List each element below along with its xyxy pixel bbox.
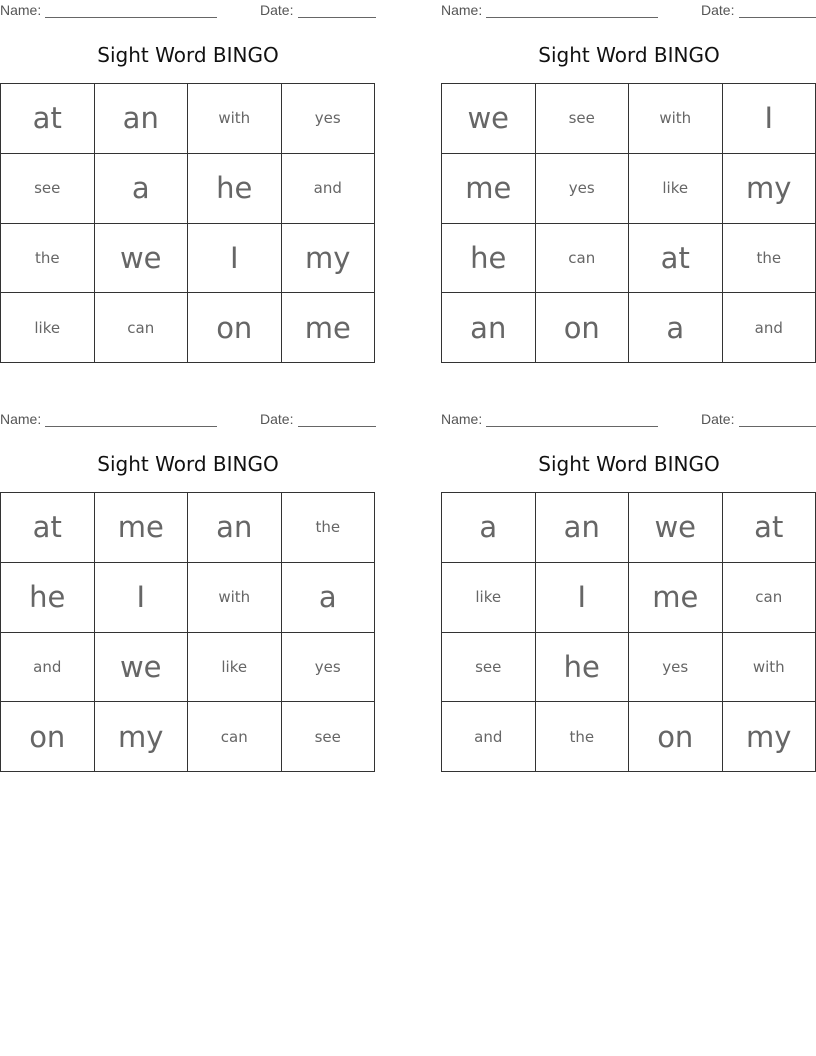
bingo-cell: and	[282, 154, 376, 224]
bingo-cell: I	[536, 563, 630, 633]
date-field	[739, 426, 816, 427]
bingo-cell: a	[442, 493, 536, 563]
bingo-cell: the	[723, 224, 816, 294]
bingo-cell: on	[536, 293, 630, 363]
bingo-cell: at	[1, 493, 95, 563]
bingo-cell: me	[95, 493, 189, 563]
date-label: Date:	[701, 2, 735, 18]
name-field	[45, 17, 217, 18]
bingo-cell: we	[95, 633, 189, 703]
bingo-cell: yes	[282, 633, 376, 703]
bingo-cell: at	[1, 84, 95, 154]
bingo-cell: on	[188, 293, 282, 363]
bingo-cell: a	[629, 293, 723, 363]
bingo-cell: can	[723, 563, 816, 633]
card-title: Sight Word BINGO	[538, 452, 720, 476]
bingo-cell: at	[629, 224, 723, 294]
bingo-cell: an	[188, 493, 282, 563]
bingo-grid	[441, 492, 816, 772]
bingo-cell: me	[282, 293, 376, 363]
bingo-grid	[0, 492, 375, 772]
bingo-cell: see	[1, 154, 95, 224]
name-field	[45, 426, 217, 427]
card-title: Sight Word BINGO	[97, 43, 279, 67]
bingo-cell: an	[442, 293, 536, 363]
bingo-cell: the	[1, 224, 95, 294]
bingo-cell: like	[188, 633, 282, 703]
bingo-cell: an	[95, 84, 189, 154]
bingo-cell: my	[95, 702, 189, 772]
bingo-cell: see	[536, 84, 630, 154]
bingo-cell: he	[536, 633, 630, 703]
bingo-cell: can	[536, 224, 630, 294]
bingo-cell: he	[1, 563, 95, 633]
name-date-header	[441, 411, 816, 427]
bingo-cell: an	[536, 493, 630, 563]
bingo-cell: my	[723, 702, 816, 772]
bingo-cell: we	[95, 224, 189, 294]
name-field	[486, 426, 658, 427]
bingo-cell: the	[536, 702, 630, 772]
bingo-cell: with	[188, 84, 282, 154]
bingo-cell: with	[188, 563, 282, 633]
bingo-cell: like	[442, 563, 536, 633]
bingo-cell: we	[442, 84, 536, 154]
bingo-cell: see	[282, 702, 376, 772]
bingo-cell: see	[442, 633, 536, 703]
bingo-cell: and	[1, 633, 95, 703]
bingo-cell: a	[95, 154, 189, 224]
bingo-cell: me	[442, 154, 536, 224]
bingo-card-1	[0, 0, 376, 372]
bingo-cell: my	[723, 154, 816, 224]
bingo-cell: like	[629, 154, 723, 224]
name-label: Name:	[441, 411, 483, 427]
bingo-card-4	[441, 409, 816, 781]
bingo-cell: my	[282, 224, 376, 294]
bingo-cell: I	[723, 84, 816, 154]
name-date-header	[0, 411, 376, 427]
date-field	[739, 17, 816, 18]
bingo-cell: on	[629, 702, 723, 772]
bingo-cell: I	[188, 224, 282, 294]
bingo-cell: yes	[536, 154, 630, 224]
bingo-cell: and	[442, 702, 536, 772]
name-date-header	[0, 2, 376, 18]
name-label: Name:	[441, 2, 483, 18]
date-label: Date:	[260, 411, 294, 427]
bingo-cell: can	[188, 702, 282, 772]
bingo-cell: yes	[629, 633, 723, 703]
name-label: Name:	[0, 2, 42, 18]
card-title: Sight Word BINGO	[97, 452, 279, 476]
bingo-cell: like	[1, 293, 95, 363]
date-field	[298, 426, 376, 427]
bingo-cell: can	[95, 293, 189, 363]
name-label: Name:	[0, 411, 42, 427]
bingo-card-2	[441, 0, 816, 372]
bingo-cell: I	[95, 563, 189, 633]
name-date-header	[441, 2, 816, 18]
bingo-cell: a	[282, 563, 376, 633]
bingo-cell: at	[723, 493, 816, 563]
date-label: Date:	[701, 411, 735, 427]
bingo-cell: the	[282, 493, 376, 563]
bingo-cell: we	[629, 493, 723, 563]
bingo-cell: he	[188, 154, 282, 224]
date-field	[298, 17, 376, 18]
bingo-cell: he	[442, 224, 536, 294]
bingo-cell: yes	[282, 84, 376, 154]
bingo-grid	[441, 83, 816, 363]
bingo-cell: and	[723, 293, 816, 363]
bingo-cell: with	[723, 633, 816, 703]
bingo-grid	[0, 83, 375, 363]
card-title: Sight Word BINGO	[538, 43, 720, 67]
bingo-card-3	[0, 409, 376, 781]
date-label: Date:	[260, 2, 294, 18]
bingo-cell: me	[629, 563, 723, 633]
name-field	[486, 17, 658, 18]
bingo-cell: on	[1, 702, 95, 772]
bingo-cell: with	[629, 84, 723, 154]
